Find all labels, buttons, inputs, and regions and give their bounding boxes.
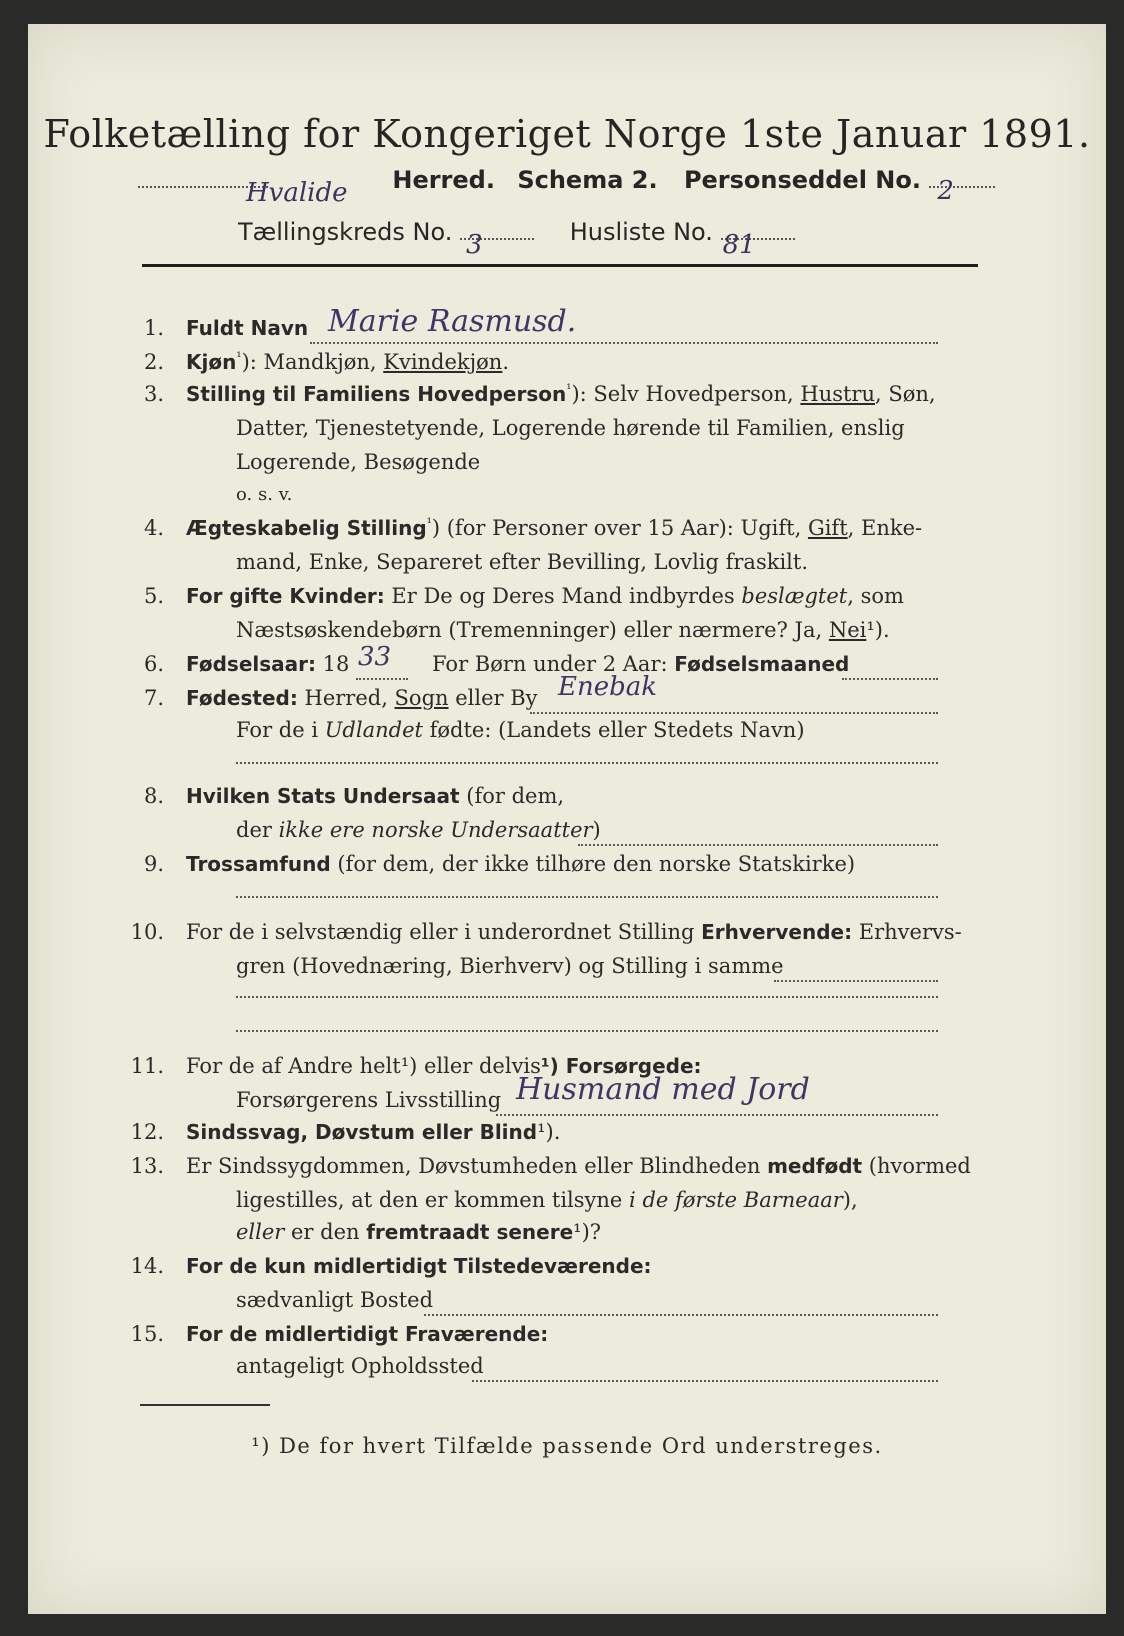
opholdssted-label: antageligt Opholdssted — [236, 1354, 484, 1378]
bosted-line — [424, 1314, 938, 1316]
footnote-mark: ¹ — [236, 350, 242, 365]
fuldt-navn-value: Marie Rasmusd. — [328, 304, 577, 339]
erhverv-text-end: Erhvervs- — [852, 920, 962, 944]
senere-text: er den — [284, 1220, 367, 1244]
undersaat-text: (for dem, — [459, 784, 565, 808]
sindssvag-label: Sindssvag, Døvstum eller Blind — [186, 1120, 538, 1144]
kjon-end: . — [502, 350, 510, 374]
census-form-sheet — [28, 24, 1106, 1614]
tilsyne-end: ), — [842, 1188, 858, 1212]
erhverv-line-c — [236, 1030, 938, 1032]
item-number: 11. — [130, 1054, 164, 1078]
forsorgede-text: For de af Andre helt — [186, 1054, 401, 1078]
item-number: 6. — [143, 652, 164, 676]
udlandet-line — [236, 762, 938, 764]
stilling-label: Stilling til Familiens Hovedperson — [186, 382, 567, 406]
fodested-value: Enebak — [558, 672, 658, 702]
item-number: 5. — [143, 584, 164, 608]
schema-label: Schema 2. — [517, 166, 658, 194]
erhverv-line-2: gren (Hovednæring, Bierhverv) og Stilling i samme — [236, 954, 784, 978]
taellingskreds-label: Tællingskreds No. — [238, 218, 453, 246]
fodselsaar-value: 33 — [358, 642, 392, 672]
medfodt-text: Er Sindssygdommen, Døvstumheden eller Blindheden — [186, 1154, 768, 1178]
kjon-text: ): Mandkjøn, — [241, 350, 384, 374]
personseddel-label: Personseddel No. — [683, 166, 921, 194]
fuldt-navn-line — [310, 342, 938, 344]
medfodt-label: medfødt — [767, 1154, 863, 1178]
husliste-label: Husliste No. — [569, 218, 713, 246]
item-number: 15. — [130, 1322, 164, 1346]
livsstilling-label: Forsørgerens Livsstilling — [236, 1088, 502, 1112]
stilling-line-2: Datter, Tjenestetyende, Logerende hørende til Familien, enslig — [236, 416, 905, 440]
fravaerende-label: For de midlertidigt Fraværende: — [186, 1322, 549, 1346]
stilling-line-3: Logerende, Besøgende — [236, 450, 481, 474]
herred-value: Hvalide — [246, 178, 348, 208]
erhverv-line-b — [236, 996, 938, 998]
senere-end: ¹)? — [573, 1220, 602, 1244]
kjon-selected-option: Kvindekjøn — [383, 350, 503, 374]
trossamfund-text: (for dem, der ikke tilhøre den norske Statskirke) — [330, 852, 856, 876]
udlandet-text: For de i — [236, 718, 325, 742]
beslaegtet-selected-option: Nei — [828, 618, 867, 642]
gifte-kvinder-text-end: , som — [847, 584, 904, 608]
fodested-line — [530, 712, 938, 714]
item-number: 3. — [143, 382, 164, 406]
stilling-line-4: o. s. v. — [236, 484, 293, 505]
gifte-kvinder-label: For gifte Kvinder: — [186, 584, 385, 608]
item-number: 9. — [143, 852, 164, 876]
gifte-kvinder-text: Er De og Deres Mand indbyrdes — [384, 584, 742, 608]
beslaegtet-text: beslægtet — [741, 584, 848, 608]
fodselsmaaned-line — [842, 678, 938, 680]
item-number: 13. — [130, 1154, 164, 1178]
undersaat-label: Hvilken Stats Undersaat — [186, 784, 460, 808]
erhvervende-label: Erhvervende: — [701, 920, 853, 944]
sindssvag-end: ¹). — [537, 1120, 561, 1144]
item-number: 8. — [143, 784, 164, 808]
fodselsmaaned-label: Fødselsmaaned — [674, 652, 850, 676]
fodested-text: Herred, — [297, 686, 395, 710]
fuldt-navn-label: Fuldt Navn — [186, 316, 309, 340]
fodested-text-end: eller By — [448, 686, 538, 710]
fodselsaar-line — [356, 678, 408, 680]
taellingskreds-value: 3 — [466, 230, 483, 260]
trossamfund-label: Trossamfund — [186, 852, 331, 876]
undersaatter-italic: ikke ere norske Undersaatter — [278, 818, 593, 842]
aegteskab-text: ) (for Personer over 15 Aar): Ugift, — [431, 516, 808, 540]
aegteskab-line-2: mand, Enke, Separeret efter Bevilling, Lovlig fraskilt. — [236, 550, 809, 574]
fodselsaar-label: Fødselsaar: — [186, 652, 316, 676]
aegteskab-selected-option: Gift — [807, 516, 848, 540]
born-under-2-text: For Børn under 2 Aar: — [432, 652, 668, 676]
herred-line — [138, 166, 995, 208]
forsorgede-text-b: ¹) eller delvis — [400, 1054, 541, 1078]
footnote: ¹) De for hvert Tilfælde passende Ord understreges. — [251, 1434, 883, 1458]
item-number: 12. — [130, 1120, 164, 1144]
medfodt-text-end: (hvormed — [862, 1154, 971, 1178]
footnote-mark: ¹ — [426, 516, 432, 531]
aegteskab-text-end: , Enke- — [847, 516, 923, 540]
tremenninger-end: ¹). — [866, 618, 890, 642]
bosted-label: sædvanligt Bosted — [236, 1288, 434, 1312]
aegteskab-label: Ægteskabelig Stilling — [186, 516, 427, 540]
undersaatter-text: der — [236, 818, 279, 842]
opholdssted-line — [472, 1380, 938, 1382]
livsstilling-line — [496, 1114, 938, 1116]
taellingskreds-line — [238, 218, 795, 260]
udlandet-italic: Udlandet — [324, 718, 423, 742]
undersaatter-end: ) — [592, 818, 601, 842]
stilling-selected-option: Hustru — [800, 382, 875, 406]
erhverv-line-a — [774, 980, 938, 982]
item-number: 2. — [143, 350, 164, 374]
kjon-label: Kjøn — [186, 350, 237, 374]
eller-italic: eller — [236, 1220, 285, 1244]
item-number: 1. — [143, 316, 164, 340]
fremtraadt-label: fremtraadt senere — [366, 1220, 574, 1244]
husliste-value: 81 — [722, 230, 756, 260]
personseddel-value: 2 — [937, 176, 954, 206]
fodested-label: Fødested: — [186, 686, 298, 710]
stilling-text-end: , Søn, — [875, 382, 936, 406]
form-title: Folketælling for Kongeriget Norge 1ste Januar 1891. — [43, 112, 1091, 156]
undersaat-line — [578, 844, 938, 846]
item-number: 4. — [143, 516, 164, 540]
forsorgede-label: ¹) Forsørgede: — [540, 1054, 702, 1078]
tremenninger-text: Næstsøskendebørn (Tremenninger) eller nærmere? Ja, — [236, 618, 829, 642]
herred-label: Herred. — [392, 166, 495, 194]
barneaar-italic: i de første Barneaar — [629, 1188, 843, 1212]
tilstedevaerende-label: For de kun midlertidigt Tilstedeværende: — [186, 1254, 652, 1278]
footnote-mark: ¹ — [566, 382, 572, 397]
stilling-text: ): Selv Hovedperson, — [571, 382, 801, 406]
fodested-selected-option: Sogn — [394, 686, 449, 710]
erhverv-text: For de i selvstændig eller i underordnet Stilling — [186, 920, 702, 944]
trossamfund-line — [236, 896, 938, 898]
footnote-divider — [140, 1404, 270, 1406]
tilsyne-text: ligestilles, at den er kommen tilsyne — [236, 1188, 630, 1212]
item-number: 10. — [130, 920, 164, 944]
fodselsaar-prefix: 18 — [316, 652, 350, 676]
item-number: 7. — [143, 686, 164, 710]
item-number: 14. — [130, 1254, 164, 1278]
livsstilling-value: Husmand med Jord — [516, 1072, 810, 1107]
header-divider — [142, 264, 978, 267]
udlandet-text-end: fødte: (Landets eller Stedets Navn) — [422, 718, 805, 742]
